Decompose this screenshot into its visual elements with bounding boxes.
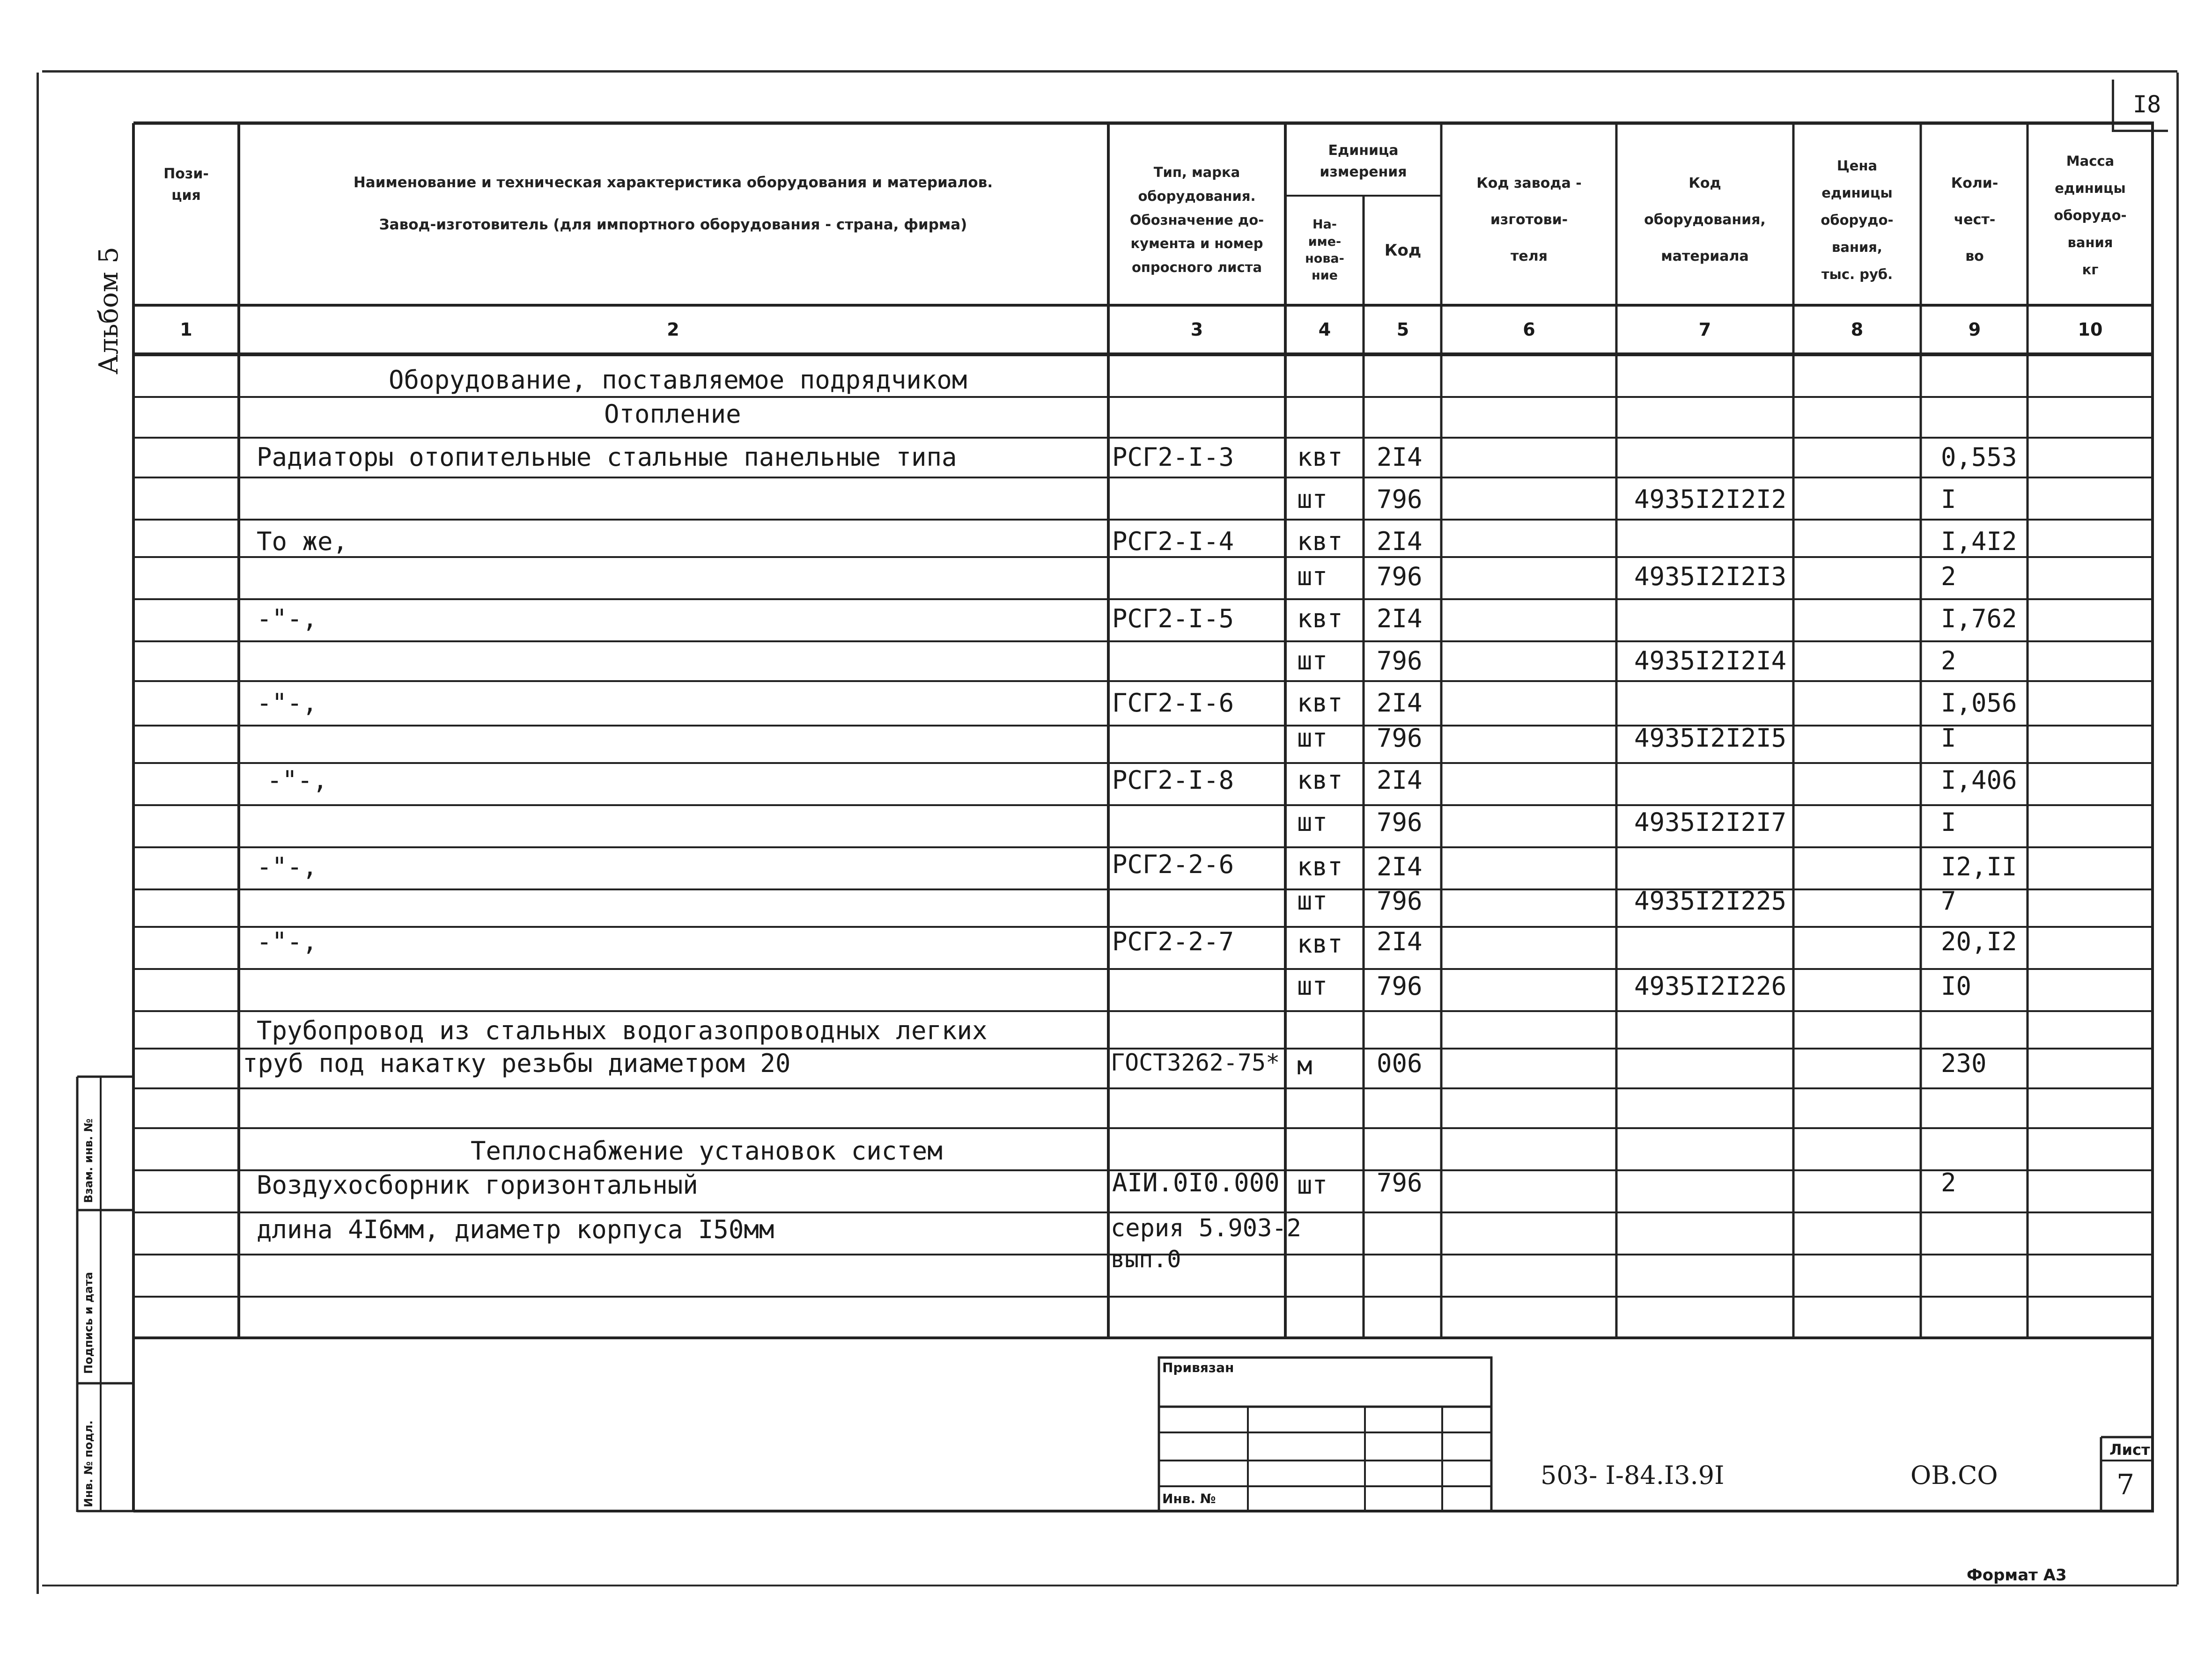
section-title: Теплоснабжение установок систем	[471, 1136, 943, 1166]
row-code: 2I4	[1377, 927, 1423, 956]
format-label: Формат А3	[1967, 1566, 2067, 1585]
row-equipment-code: 4935I2I2I5	[1634, 723, 1787, 753]
row-type: ГСГ2-I-6	[1112, 688, 1234, 718]
row-name: -"-,	[257, 604, 318, 633]
header-quantity: Коли- чест- во	[1951, 175, 1998, 264]
column-number: 10	[2078, 319, 2103, 340]
row-name: длина 4I6мм, диаметр корпуса I50мм	[257, 1215, 774, 1244]
header-equipment-code: Код оборудования, материала	[1644, 175, 1766, 264]
row-code: 796	[1377, 807, 1423, 837]
row-name: -"-,	[267, 765, 328, 795]
row-qty: I	[1941, 723, 1956, 753]
row-unit: квт	[1297, 852, 1343, 881]
row-name: труб под накатку резьбы диаметром 20	[243, 1049, 791, 1078]
row-type: серия 5.903-2	[1111, 1214, 1301, 1242]
row-unit: квт	[1297, 527, 1343, 556]
row-unit: квт	[1297, 929, 1343, 959]
column-number: 9	[1968, 319, 1981, 340]
row-code: 2I4	[1377, 442, 1423, 472]
row-qty: 0,553	[1941, 442, 2017, 472]
row-qty: 2	[1941, 646, 1956, 675]
row-type: вып.0	[1111, 1246, 1181, 1273]
album-label: Альбом 5	[94, 247, 124, 374]
header-type: Тип, марка оборудования. Обозначение до- кумента и номер опросного листа	[1129, 164, 1264, 276]
row-name: -"-,	[257, 852, 318, 881]
sheet-number: 7	[2116, 1468, 2135, 1501]
header-unit-name: На- име- нова- ние	[1305, 217, 1344, 283]
row-code: 2I4	[1377, 688, 1423, 718]
row-code: 796	[1377, 971, 1423, 1001]
row-qty: I,056	[1941, 688, 2017, 718]
row-qty: 230	[1941, 1049, 1987, 1078]
row-equipment-code: 4935I2I2I4	[1634, 646, 1787, 675]
row-unit: квт	[1297, 688, 1343, 718]
row-unit: шт	[1297, 723, 1328, 753]
row-code: 796	[1377, 723, 1423, 753]
column-number: 7	[1698, 319, 1711, 340]
header-position: Пози- ция	[163, 165, 209, 204]
row-qty: 7	[1941, 886, 1956, 916]
row-unit: квт	[1297, 765, 1343, 795]
row-qty: 2	[1941, 562, 1956, 591]
document-code: 503- I-84.I3.9I	[1541, 1461, 1725, 1490]
row-code: 796	[1377, 1168, 1423, 1197]
row-code: 796	[1377, 646, 1423, 675]
row-name: То же,	[257, 527, 348, 556]
row-type: РСГ2-I-4	[1112, 527, 1234, 556]
header-price: Цена единицы оборудо- вания, тыс. руб.	[1821, 158, 1894, 282]
header-mass: Масса единицы оборудо- вания кг	[2054, 153, 2127, 278]
row-type: РСГ2-2-6	[1112, 850, 1234, 879]
stamp-bound-label: Привязан	[1162, 1360, 1234, 1375]
row-unit: шт	[1297, 971, 1328, 1001]
row-name: -"-,	[257, 927, 318, 956]
corner-page-number: I8	[2133, 91, 2161, 118]
row-qty: I0	[1941, 971, 1972, 1001]
row-unit: шт	[1297, 646, 1328, 675]
row-unit: шт	[1297, 1170, 1328, 1200]
row-type: ГОСТ3262-75*	[1111, 1049, 1280, 1076]
row-qty: I	[1941, 807, 1956, 837]
row-code: 2I4	[1377, 852, 1423, 881]
row-name: -"-,	[257, 688, 318, 718]
row-name: Трубопровод из стальных водогазопроводных легких	[257, 1016, 988, 1045]
row-unit: шт	[1297, 562, 1328, 591]
row-type: РСГ2-I-5	[1112, 604, 1234, 633]
row-equipment-code: 4935I2I225	[1634, 886, 1787, 916]
header-name-line1: Наименование и техническая характеристика оборудования и материалов.	[353, 174, 993, 191]
row-qty: I2,II	[1941, 852, 2017, 881]
sheet-label: Лист	[2109, 1441, 2150, 1459]
row-unit: шт	[1297, 807, 1328, 837]
header-unit-code: Код	[1384, 241, 1422, 260]
row-qty: I,762	[1941, 604, 2017, 633]
column-number: 4	[1318, 319, 1331, 340]
row-code: 2I4	[1377, 527, 1423, 556]
column-number: 3	[1190, 319, 1203, 340]
row-unit: квт	[1297, 604, 1343, 633]
sidebar-sign-date: Подпись и дата	[82, 1272, 95, 1374]
row-unit: шт	[1297, 886, 1328, 916]
header-name-line2: Завод-изготовитель (для импортного оборудования - страна, фирма)	[379, 216, 967, 233]
subsection-title: Отопление	[604, 399, 741, 429]
row-equipment-code: 4935I2I2I2	[1634, 484, 1787, 514]
column-number: 1	[180, 319, 192, 340]
column-number: 5	[1396, 319, 1409, 340]
row-code: 2I4	[1377, 604, 1423, 633]
row-equipment-code: 4935I2I226	[1634, 971, 1787, 1001]
column-number: 2	[667, 319, 679, 340]
row-type: РСГ2-2-7	[1112, 927, 1234, 956]
row-unit: шт	[1297, 484, 1328, 514]
sidebar-inv-original: Инв. № подл.	[82, 1420, 95, 1507]
row-code: 796	[1377, 886, 1423, 916]
row-equipment-code: 4935I2I2I3	[1634, 562, 1787, 591]
row-type: РСГ2-I-3	[1112, 442, 1234, 472]
row-name: Воздухосборник горизонтальный	[257, 1170, 698, 1200]
row-equipment-code: 4935I2I2I7	[1634, 807, 1787, 837]
header-unit-group: Единица измерения	[1320, 142, 1407, 180]
row-unit: м	[1297, 1051, 1312, 1080]
sidebar-inv-duplicate: Взам. инв. №	[82, 1118, 95, 1203]
stamp-inv-label: Инв. №	[1162, 1491, 1216, 1506]
row-qty: 20,I2	[1941, 927, 2017, 956]
row-qty: I	[1941, 484, 1956, 514]
row-code: 006	[1377, 1049, 1423, 1078]
row-qty: 2	[1941, 1168, 1956, 1197]
row-qty: I,406	[1941, 765, 2017, 795]
row-code: 2I4	[1377, 765, 1423, 795]
section-title: Оборудование, поставляемое подрядчиком	[389, 365, 967, 395]
row-name: Радиаторы отопительные стальные панельные типа	[257, 442, 957, 472]
row-code: 796	[1377, 484, 1423, 514]
row-type: РСГ2-I-8	[1112, 765, 1234, 795]
column-number: 8	[1851, 319, 1864, 340]
row-code: 796	[1377, 562, 1423, 591]
row-qty: I,4I2	[1941, 527, 2017, 556]
column-number: 6	[1523, 319, 1535, 340]
document-mark: ОВ.СО	[1910, 1461, 1998, 1490]
row-unit: квт	[1297, 442, 1343, 472]
row-type: АIИ.0I0.000	[1112, 1168, 1280, 1197]
header-plant-code: Код завода - изготови- теля	[1476, 175, 1582, 264]
